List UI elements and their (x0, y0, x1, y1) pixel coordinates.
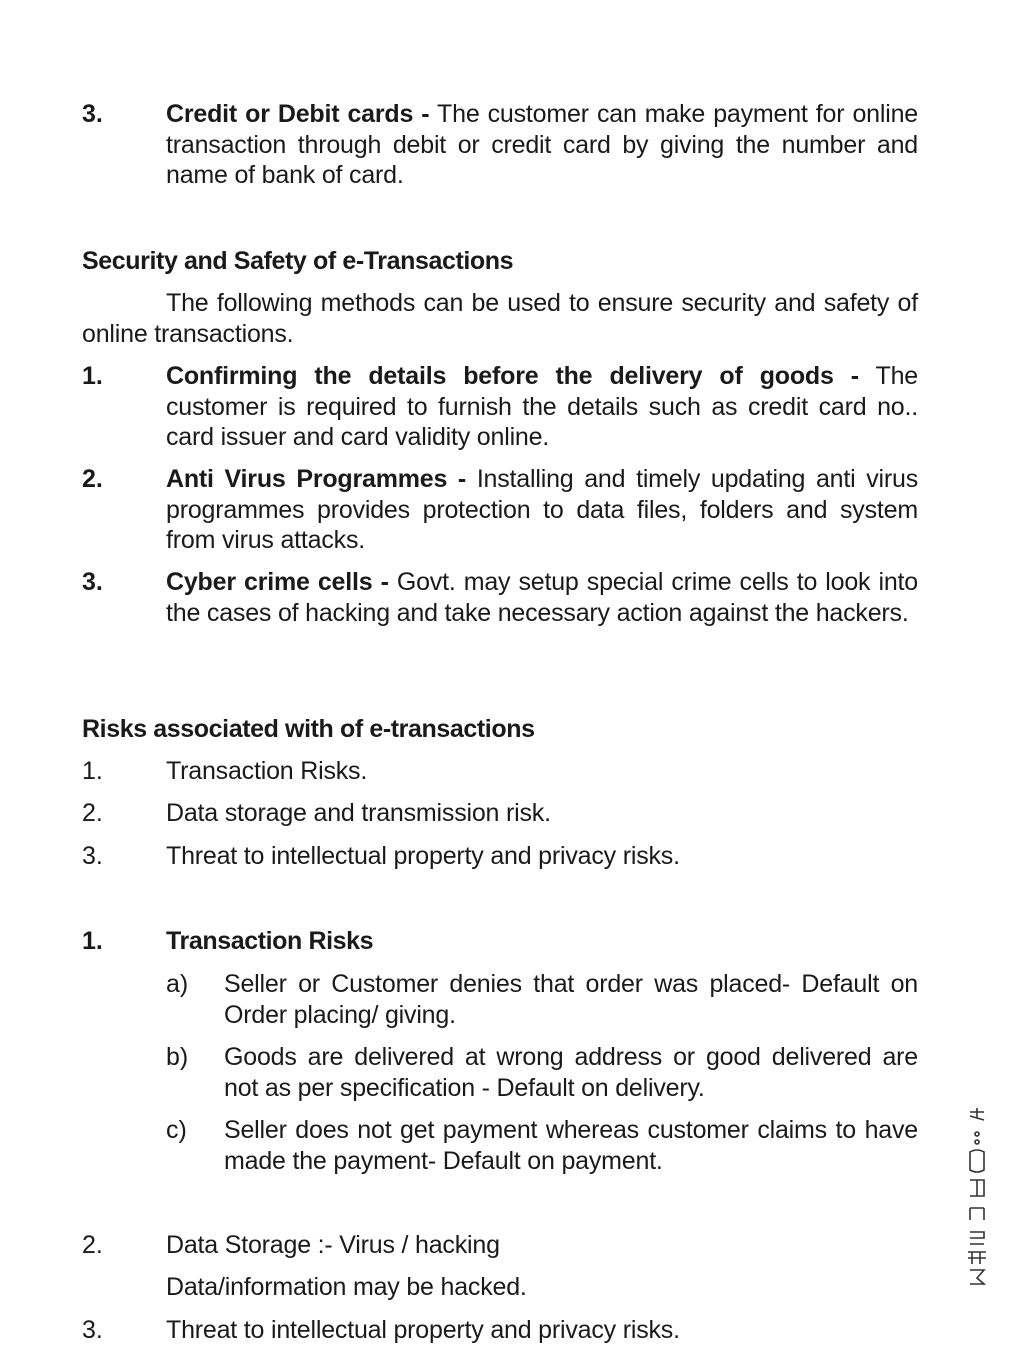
item-text: Transaction Risks. (166, 757, 368, 785)
item-number: 3. (82, 1316, 103, 1344)
item-term: Anti Virus Programmes - (166, 465, 467, 493)
item-number: 1. (82, 757, 103, 785)
item-text: Data storage and transmission risk. (166, 799, 551, 827)
risk-list-item (82, 841, 918, 872)
stamp-glyph (975, 1132, 979, 1136)
item-text: Threat to intellectual property and privacy risks. (166, 1316, 680, 1344)
transaction-risks-heading (82, 926, 918, 957)
subitem-label: c) (166, 1116, 187, 1144)
item-number: 3. (82, 842, 103, 870)
transaction-risk-subitem (166, 969, 918, 1030)
transaction-risk-subitem (166, 1115, 918, 1176)
stamp-glyph (970, 1150, 984, 1172)
item-text: Threat to intellectual property and privacy risks. (166, 842, 680, 870)
item-heading-text: Transaction Risks (166, 927, 374, 955)
security-item-cyber-crime (82, 567, 918, 628)
threat-item (82, 1315, 918, 1346)
item-term: Cyber crime cells - (166, 568, 389, 596)
risk-list-item (82, 798, 918, 829)
payment-item-credit-debit (82, 99, 918, 191)
item-text (166, 567, 918, 628)
risk-list-item (82, 756, 918, 787)
subitem-text: Seller or Customer denies that order was placed- Default on Order placing/ giving. (224, 970, 918, 1029)
security-item-antivirus (82, 464, 918, 556)
subitem-label: b) (166, 1043, 189, 1071)
item-description: The customer can make payment for online transaction through debit or credit card by giving the number and name of bank of card. (166, 100, 918, 189)
item-number: 1. (82, 927, 103, 955)
stamp-glyph (970, 1270, 984, 1284)
item-number: 2. (82, 1231, 103, 1259)
item-description: Installing and timely updating anti virus programmes provides protection to data files, folders and system from virus attacks. (166, 465, 918, 554)
stamp-glyph (970, 1180, 984, 1196)
item-text: Data Storage :- Virus / hacking (166, 1231, 500, 1259)
margin-stamp-graphic (962, 1108, 992, 1288)
subitem-text: Goods are delivered at wrong address or good delivered are not as per specification - Default on delivery. (224, 1043, 918, 1102)
item-number: 3. (82, 568, 103, 596)
transaction-risk-subitem (166, 1042, 918, 1103)
stamp-glyph (975, 1140, 979, 1144)
item-text (166, 361, 918, 453)
security-item-confirming (82, 361, 918, 453)
item-term: Credit or Debit cards - (166, 100, 430, 128)
item-description: The customer is required to furnish the details such as credit card no.. card issuer and card validity online. (166, 362, 918, 451)
item-term: Confirming the details before the delivery of goods - (166, 362, 859, 390)
risks-heading: Risks associated with of e-transactions (82, 715, 535, 743)
item-number: 2. (82, 465, 103, 493)
item-text (166, 99, 918, 191)
security-intro: The following methods can be used to ensure security and safety of online transactions. (82, 289, 918, 348)
stamp-glyph (968, 1252, 986, 1264)
item-description: Govt. may setup special crime cells to look into the cases of hacking and take necessary action against the hackers. (166, 568, 918, 627)
item-number: 3. (82, 100, 103, 128)
item-text (166, 464, 918, 556)
data-storage-detail: Data/information may be hacked. (166, 1273, 527, 1301)
stamp-glyph (970, 1108, 984, 1120)
subitem-text: Seller does not get payment whereas customer claims to have made the payment- Default on payment. (224, 1116, 918, 1175)
item-number: 1. (82, 362, 103, 390)
item-number: 2. (82, 799, 103, 827)
subitem-label: a) (166, 970, 189, 998)
data-storage-item (82, 1230, 918, 1261)
stamp-glyph (970, 1232, 984, 1244)
security-heading: Security and Safety of e-Transactions (82, 247, 514, 275)
stamp-glyph (970, 1208, 984, 1220)
